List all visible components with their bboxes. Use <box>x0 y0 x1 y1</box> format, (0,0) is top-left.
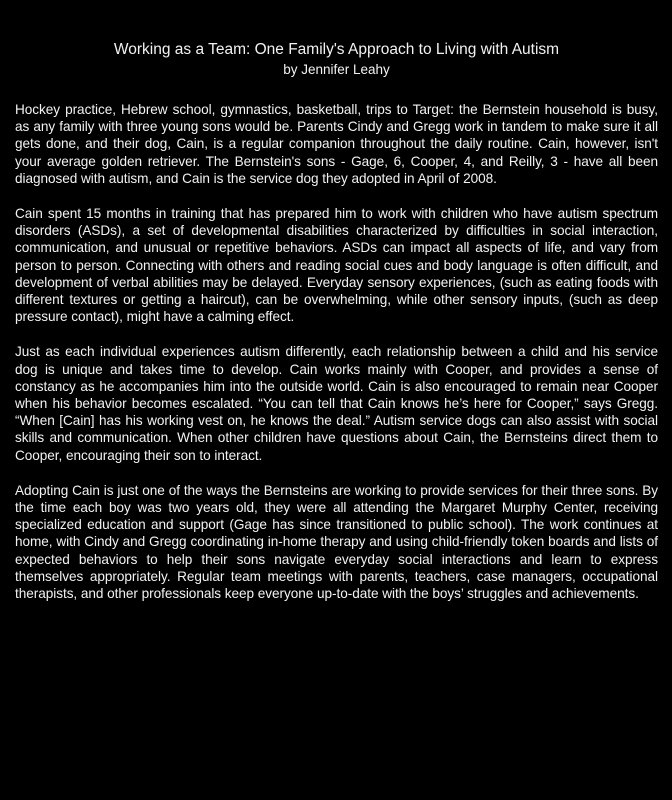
paragraph-3: Just as each individual experiences autism differently, each relationship between a child and his service dog is unique and takes time to develop. Cain works mainly with Cooper, and provides a sense of constancy as he accompanies him into the outside world. Cain is also encouraged to remain near Cooper when his behavior becomes escalated. “You can tell that Cain knows he’s here for Cooper,” says Gregg. “When [Cain] has his working vest on, he knows the deal.” Autism service dogs can also assist with social skills and communication. When other children have questions about Cain, the Bernsteins direct them to Cooper, encouraging their son to interact. <box>15 344 658 463</box>
paragraph-1: Hockey practice, Hebrew school, gymnastics, basketball, trips to Target: the Bernstein household is busy, as any family with three young sons would be. Parents Cindy and Gregg work in tandem to make sure it all gets done, and their dog, Cain, is a regular companion throughout the daily routine. Cain, however, isn't your average golden retriever. The Bernstein's sons - Gage, 6, Cooper, 4, and Reilly, 3 - have all been diagnosed with autism, and Cain is the service dog they adopted in April of 2008. <box>15 102 658 186</box>
article-byline: by Jennifer Leahy <box>283 62 390 77</box>
article-title: Working as a Team: One Family's Approach to Living with Autism <box>113 41 560 58</box>
paragraph-2: Cain spent 15 months in training that has prepared him to work with children who have autism spectrum disorders (ASDs), a set of developmental disabilities characterized by difficulties in social interaction, communication, and unusual or repetitive behaviors. ASDs can impact all aspects of life, and vary from person to person. Connecting with others and reading social cues and body language is often difficult, and development of verbal abilities may be delayed. Everyday sensory experiences, (such as eating foods with different textures or getting a haircut), can be overwhelming, while other sensory inputs, (such as deep pressure contact), might have a calming effect. <box>15 206 658 325</box>
article-body <box>15 101 658 602</box>
paragraph-4: Adopting Cain is just one of the ways the Bernsteins are working to provide services for their three sons. By the time each boy was two years old, they were all attending the Margaret Murphy Center, receiving specialized education and support (Gage has since transitioned to public school). The work continues at home, with Cindy and Gregg coordinating in-home therapy and using child-friendly token boards and lists of expected behaviors to help their sons navigate everyday social interactions and learn to express themselves appropriately. Regular team meetings with parents, teachers, case managers, occupational therapists, and other professionals keep everyone up-to-date with the boys’ struggles and achievements. <box>15 482 658 602</box>
